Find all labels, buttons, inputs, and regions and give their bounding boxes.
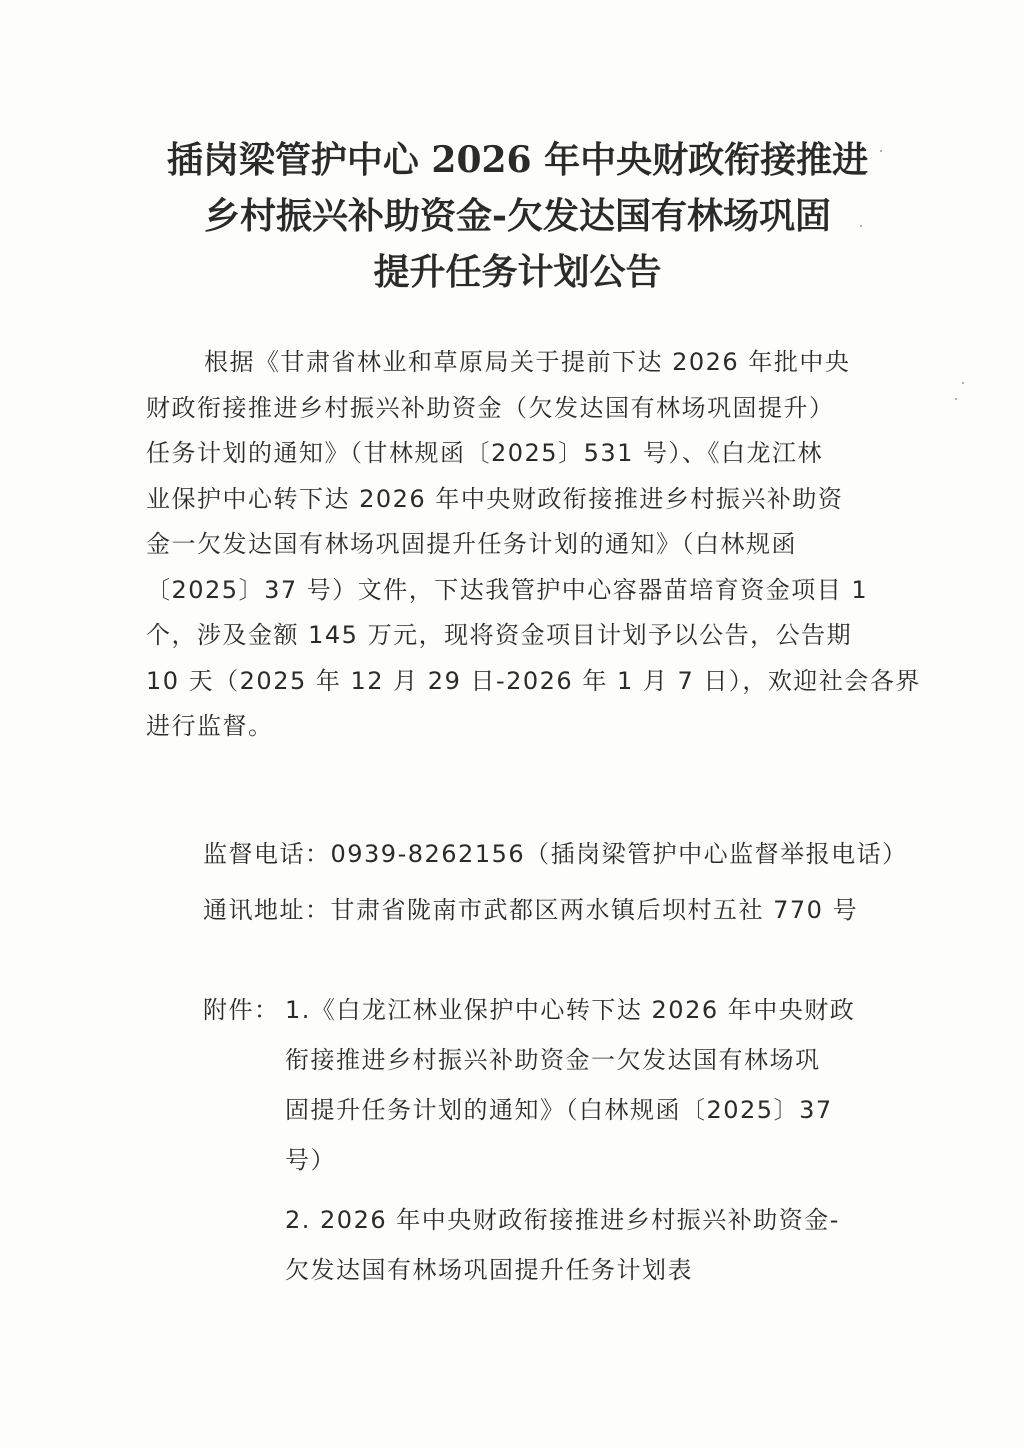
attachment-line: 欠发达国有林场巩固提升任务计划表: [285, 1256, 693, 1284]
body-line: 任务计划的通知》（甘林规函〔2025〕531 号）、《白龙江林: [146, 439, 824, 467]
attachment-line: 1.《白龙江林业保护中心转下达 2026 年中央财政: [285, 996, 856, 1024]
title-line: 提升任务计划公告: [373, 251, 662, 293]
attachment-item-1: [285, 985, 855, 1185]
body-line: 进行监督。: [146, 712, 274, 740]
attachments-label: 附件：: [203, 996, 280, 1024]
title-line: 插岗梁管护中心 2026 年中央财政衔接推进: [166, 139, 869, 181]
scan-speck: [955, 398, 957, 400]
scan-speck: [860, 225, 862, 227]
title-line: 乡村振兴补助资金-欠发达国有林场巩固: [204, 195, 831, 237]
body-line: 财政衔接推进乡村振兴补助资金（欠发达国有林场巩固提升）: [146, 393, 835, 422]
attachment-line: 号）: [285, 1146, 336, 1174]
notice-body: [146, 340, 921, 750]
body-line: 根据《甘肃省林业和草原局关于提前下达 2026 年批中央: [204, 348, 851, 376]
body-line: 〔2025〕37 号）文件，下达我管护中心容器苗培育资金项目 1: [146, 575, 869, 604]
notice-title: [150, 132, 885, 300]
body-line: 个，涉及金额 145 万元，现将资金项目计划予以公告，公告期: [146, 621, 853, 649]
body-line: 金一欠发达国有林场巩固提升任务计划的通知》（白林规函: [146, 530, 797, 558]
body-line: 业保护中心转下达 2026 年中央财政衔接推进乡村振兴补助资: [146, 484, 844, 513]
attachment-line: 2. 2026 年中央财政衔接推进乡村振兴补助资金-: [285, 1206, 840, 1234]
mailing-address: 通讯地址：甘肃省陇南市武都区两水镇后坝村五社 770 号: [203, 896, 859, 924]
body-line: 10 天（2025 年 12 月 29 日-2026 年 1 月 7 日），欢迎社会各界: [146, 666, 921, 695]
attachment-item-2: [285, 1195, 840, 1295]
attachment-line: 固提升任务计划的通知》（白林规函〔2025〕37: [285, 1096, 833, 1124]
attachment-line: 衔接推进乡村振兴补助资金一欠发达国有林场巩: [285, 1046, 821, 1074]
scan-speck: [962, 382, 964, 384]
supervision-phone: 监督电话：0939-8262156（插岗梁管护中心监督举报电话）: [203, 840, 908, 868]
scan-speck: [880, 150, 882, 152]
